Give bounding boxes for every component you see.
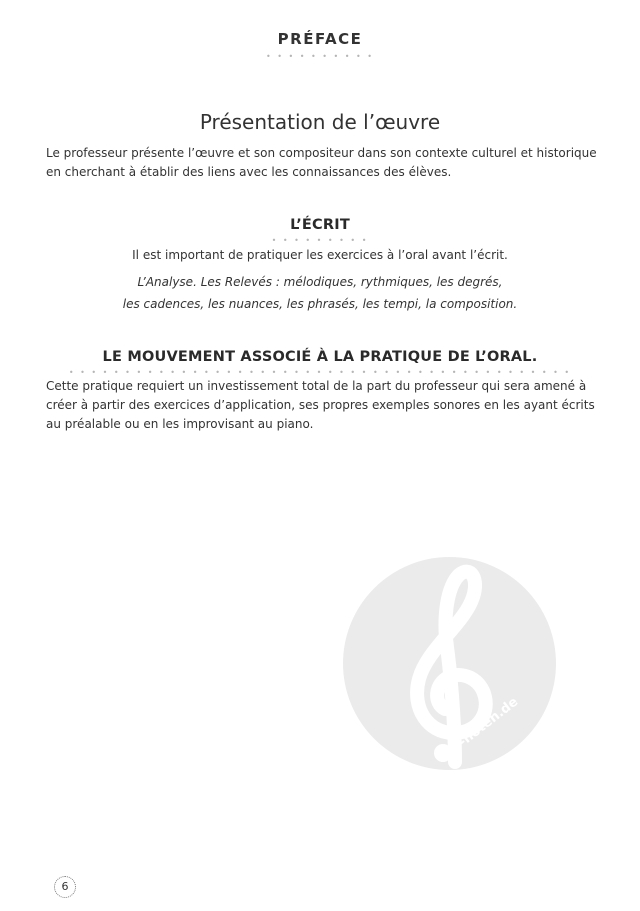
presentation-paragraph [46,144,602,182]
presentation-line: Le professeur présente l’œuvre et son compositeur dans son contexte culturel et historique [46,146,597,160]
mouvement-line: Cette pratique requiert un investissement total de la part du professeur qui sera amené à [46,379,587,393]
treble-clef-icon [343,557,556,770]
ecrit-italic-line: les cadences, les nuances, les phrasés, les tempi, la composition. [122,297,518,311]
header-dots-divider: • • • • • • • • • • [265,52,375,61]
ecrit-italic-line: L’Analyse. Les Relevés : mélodiques, rythmiques, les degrés, [137,275,503,289]
presentation-line: en cherchant à établir des liens avec les connaissances des élèves. [46,165,452,179]
header-title: PRÉFACE [277,30,363,48]
mouvement-line: créer à partir des exercices d’application, ses propres exemples sonores en les ayant écrits [46,398,595,412]
mouvement-heading: LE MOUVEMENT ASSOCIÉ À LA PRATIQUE DE L’ORAL. [102,349,538,365]
ecrit-analysis-list [0,271,640,315]
watermark-text: alle-noten.de [435,694,522,767]
page-number: 6 [54,876,76,898]
mouvement-dots-divider: • • • • • • • • • • • • • • • • • • • • • • • • • • • • • • • • • • • • • • • • • • • • • [68,368,572,377]
ecrit-heading: L’ÉCRIT [290,217,350,233]
ecrit-intro: Il est important de pratiquer les exercices à l’oral avant l’écrit. [132,248,508,262]
ecrit-dots-divider: • • • • • • • • • [271,236,369,245]
mouvement-line: au préalable ou en les improvisant au piano. [46,417,314,431]
presentation-title: Présentation de l’œuvre [199,110,441,134]
mouvement-paragraph [46,377,602,434]
watermark-seal [343,557,556,770]
